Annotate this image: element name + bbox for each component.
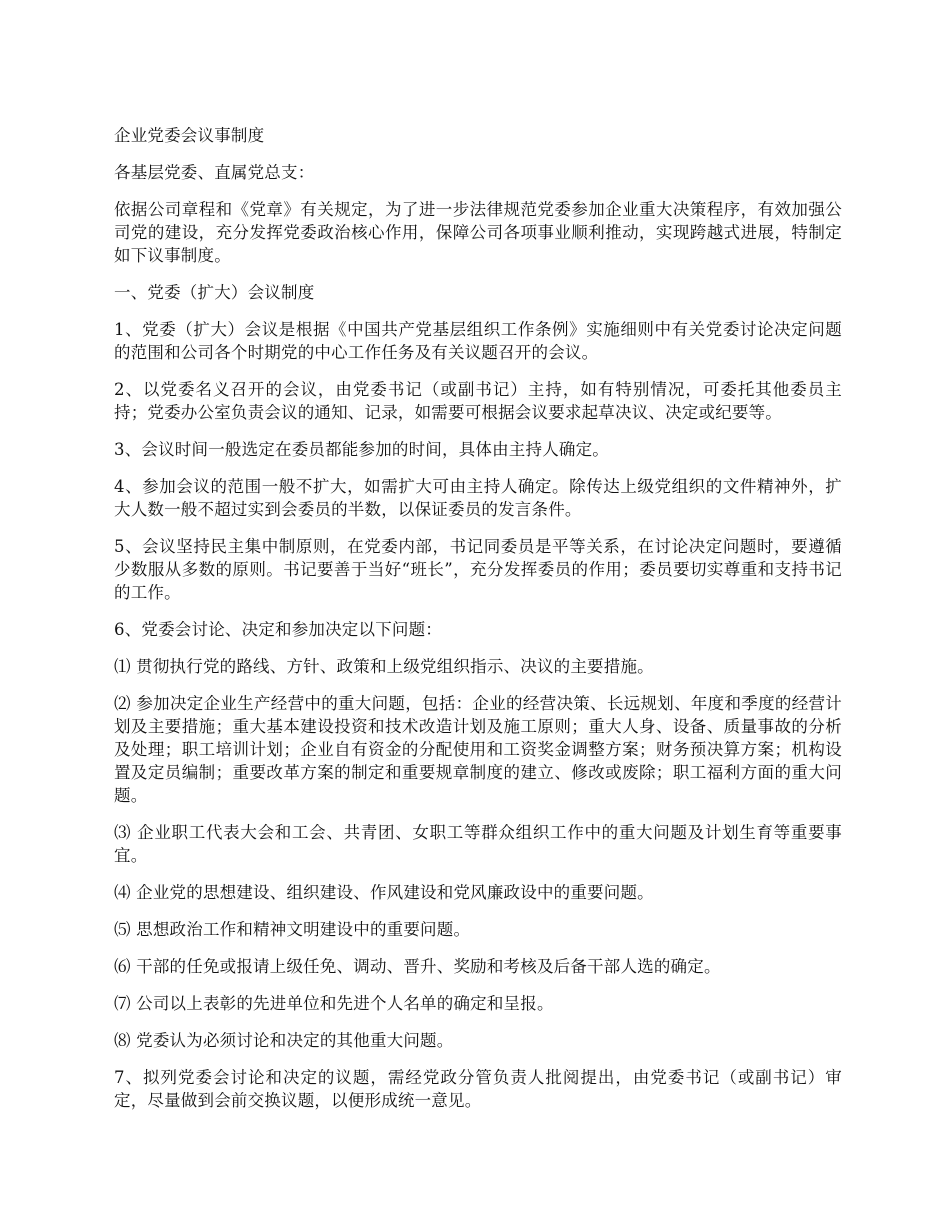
item-6: 6、党委会讨论、决定和参加决定以下问题： — [114, 620, 442, 639]
subitem-5: ⑸ 思想政治工作和精神文明建设中的重要问题。 — [114, 920, 471, 939]
item-3: 3、会议时间一般选定在委员都能参加的时间，具体由主持人确定。 — [114, 440, 609, 459]
subitem-2: ⑵ 参加决定企业生产经营中的重大问题，包括：企业的经营决策、长远规划、年度和季度的经营计划及主要措施；重大基本建设投资和技术改造计划及施工原则；重大人身、设备、质量事故的分析及处理；职工培训计划；企业自有资金的分配使用和工资奖金调整方案；财务预决算方案；机构设置及定员编制；重要改革方案的制定和重要规章制度的建立、修改或废除；职工福利方面的重大问题。 — [114, 694, 842, 805]
document-title: 企业党委会议事制度 — [114, 126, 265, 145]
item-5: 5、会议坚持民主集中制原则，在党委内部，书记同委员是平等关系，在讨论决定问题时，要遵循少数服从多数的原则。书记要善于当好“班长”，充分发挥委员的作用；委员要切实尊重和支持书记的工作。 — [114, 537, 842, 602]
subitem-3: ⑶ 企业职工代表大会和工会、共青团、女职工等群众组织工作中的重大问题及计划生育等重要事宜。 — [114, 823, 842, 865]
subitem-8: ⑻ 党委认为必须讨论和决定的其他重大问题。 — [114, 1031, 454, 1050]
item-2: 2、以党委名义召开的会议，由党委书记（或副书记）主持，如有特别情况，可委托其他委员主持；党委办公室负责会议的通知、记录，如需要可根据会议要求起草决议、决定或纪要等。 — [114, 380, 842, 422]
document-page — [114, 124, 842, 1126]
subitem-7: ⑺ 公司以上表彰的先进单位和先进个人名单的确定和呈报。 — [114, 994, 554, 1013]
salutation: 各基层党委、直属党总支： — [114, 163, 315, 182]
item-7: 7、拟列党委会讨论和决定的议题，需经党政分管负责人批阅提出，由党委书记（或副书记）审定，尽量做到会前交换议题，以便形成统一意见。 — [114, 1068, 842, 1110]
subitem-1: ⑴ 贯彻执行党的路线、方针、政策和上级党组织指示、决议的主要措施。 — [114, 657, 654, 676]
intro-paragraph: 依据公司章程和《党章》有关规定，为了进一步法律规范党委参加企业重大决策程序，有效加强公司党的建设，充分发挥党委政治核心作用，保障公司各项事业顺利推动，实现跨越式进展，特制定如下议事制度。 — [114, 200, 842, 265]
item-1: 1、党委（扩大）会议是根据《中国共产党基层组织工作条例》实施细则中有关党委讨论决定问题的范围和公司各个时期党的中心工作任务及有关议题召开的会议。 — [114, 320, 842, 362]
subitem-4: ⑷ 企业党的思想建设、组织建设、作风建设和党风廉政设中的重要问题。 — [114, 883, 654, 902]
subitem-6: ⑹ 干部的任免或报请上级任免、调动、晋升、奖励和考核及后备干部人选的确定。 — [114, 957, 721, 976]
item-4: 4、参加会议的范围一般不扩大，如需扩大可由主持人确定。除传达上级党组织的文件精神外，扩大人数一般不超过实到会委员的半数，以保证委员的发言条件。 — [114, 477, 842, 519]
section-heading: 一、党委（扩大）会议制度 — [114, 283, 315, 302]
